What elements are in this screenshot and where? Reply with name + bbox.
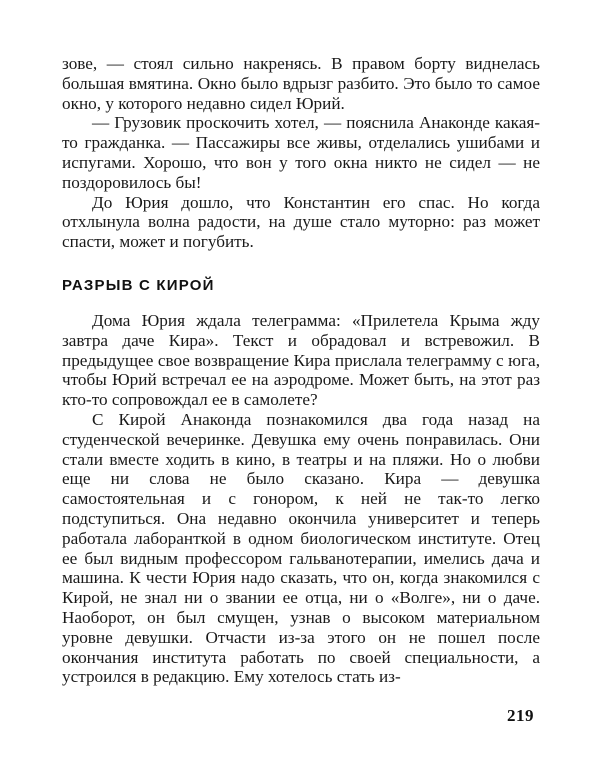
page-number: 219 bbox=[507, 706, 534, 725]
section-heading: РАЗРЫВ С КИРОЙ bbox=[62, 277, 215, 294]
paragraph-yuri-realization: До Юрия дошло, что Константин его спас. Но когда отхлынула волна радости, на душе стало муторно: раз может спасти, может и погубить. bbox=[62, 192, 540, 252]
section-continuation bbox=[62, 54, 540, 252]
paragraph-telegram: Дома Юрия ждала телеграмма: «Прилетела Крыма жду завтра даче Кира». Текст и обрадовал и встревожил. В предыдущее свое возвращение Кира прислала телеграмму с юга, чтобы Юрий встречал ее на аэродроме. Может быть, на этот раз кто-то сопровождал ее в самолете? bbox=[62, 311, 540, 410]
paragraph-passenger-comment: — Грузовик проскочить хотел, — пояснила Анаконде какая-то гражданка. — Пассажиры все живы, отделались ушибами и испугами. Хорошо, что вон у того окна никто не сидел — не поздоровилось бы! bbox=[62, 113, 540, 192]
paragraph-acquaintance: С Кирой Анаконда познакомился два года назад на студенческой вечеринке. Девушка ему очень понравилась. Они стали вместе ходить в кино, в театры и на пляжи. Но о любви еще ни слова не было сказано. Кира — девушка самостоятельная и с гонором, к ней не так-то легко подступиться. Она недавно окончила университет и теперь работала лаборанткой в одном биологическом институте. Отец ее был видным профессором гальванотерапии, имелись дача и машина. К чести Юрия надо сказать, что он, когда знакомился с Кирой, не знал ни о звании ее отца, ни о «Волге», ни о даче. Наоборот, он был смущен, узнав о высоком материальном уровне девушки. Отчасти из-за этого он не пошел после окончания института работать по своей специальности, а устроился в редакцию. Ему хотелось стать из- bbox=[62, 409, 540, 687]
section-break-with-kira bbox=[62, 311, 540, 687]
paragraph-bus-damage: зове, — стоял сильно накренясь. В правом борту виднелась большая вмятина. Окно было вдрызг разбито. Это было то самое окно, у которого недавно сидел Юрий. bbox=[62, 54, 540, 113]
